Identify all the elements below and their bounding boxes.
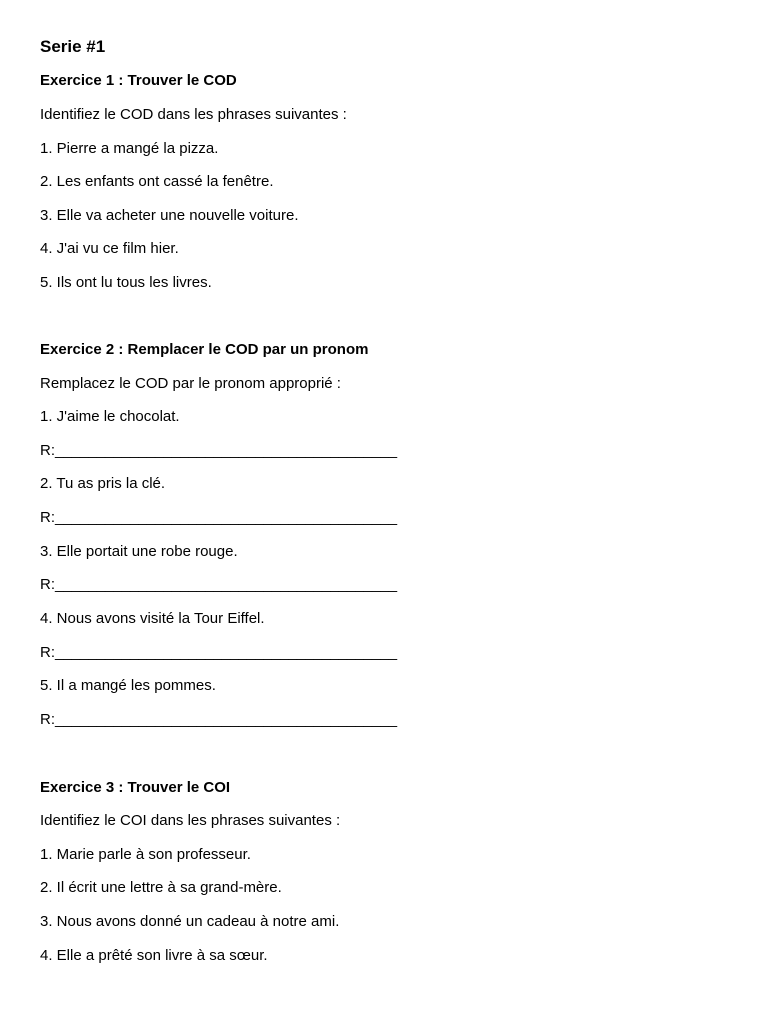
exercise-2-item: 1. J'aime le chocolat. [40, 408, 180, 425]
answer-line: R:_________________________________________ [40, 509, 398, 526]
answer-line: R:_________________________________________ [40, 711, 398, 728]
exercise-1-item: 1. Pierre a mangé la pizza. [40, 140, 219, 157]
exercise-3-item: 4. Elle a prêté son livre à sa sœur. [40, 947, 268, 964]
exercise-2-item: 3. Elle portait une robe rouge. [40, 543, 238, 560]
exercise-3-title: Exercice 3 : Trouver le COI [40, 779, 231, 796]
answer-line: R:_________________________________________ [40, 644, 398, 661]
exercise-2-item: 2. Tu as pris la clé. [40, 475, 166, 492]
exercise-3-item: 3. Nous avons donné un cadeau à notre ami. [40, 913, 340, 930]
exercise-1-item: 5. Ils ont lu tous les livres. [40, 274, 212, 291]
exercise-2-title: Exercice 2 : Remplacer le COD par un pronom [40, 341, 369, 358]
exercise-1-item: 2. Les enfants ont cassé la fenêtre. [40, 173, 274, 190]
exercise-3-item: 1. Marie parle à son professeur. [40, 846, 251, 863]
answer-line: R:_________________________________________ [40, 442, 398, 459]
exercise-3-item: 2. Il écrit une lettre à sa grand-mère. [40, 879, 282, 896]
exercise-2-item: 5. Il a mangé les pommes. [40, 677, 216, 694]
exercise-1-title: Exercice 1 : Trouver le COD [40, 72, 237, 89]
exercise-1-item: 4. J'ai vu ce film hier. [40, 240, 179, 257]
series-title: Serie #1 [40, 37, 106, 56]
exercise-1-instruction: Identifiez le COD dans les phrases suivantes : [40, 106, 347, 123]
answer-line: R:_________________________________________ [40, 576, 398, 593]
exercise-3-instruction: Identifiez le COI dans les phrases suivantes : [40, 812, 341, 829]
exercise-1-item: 3. Elle va acheter une nouvelle voiture. [40, 207, 299, 224]
exercise-2-instruction: Remplacez le COD par le pronom approprié : [40, 375, 341, 392]
exercise-2-item: 4. Nous avons visité la Tour Eiffel. [40, 610, 265, 627]
